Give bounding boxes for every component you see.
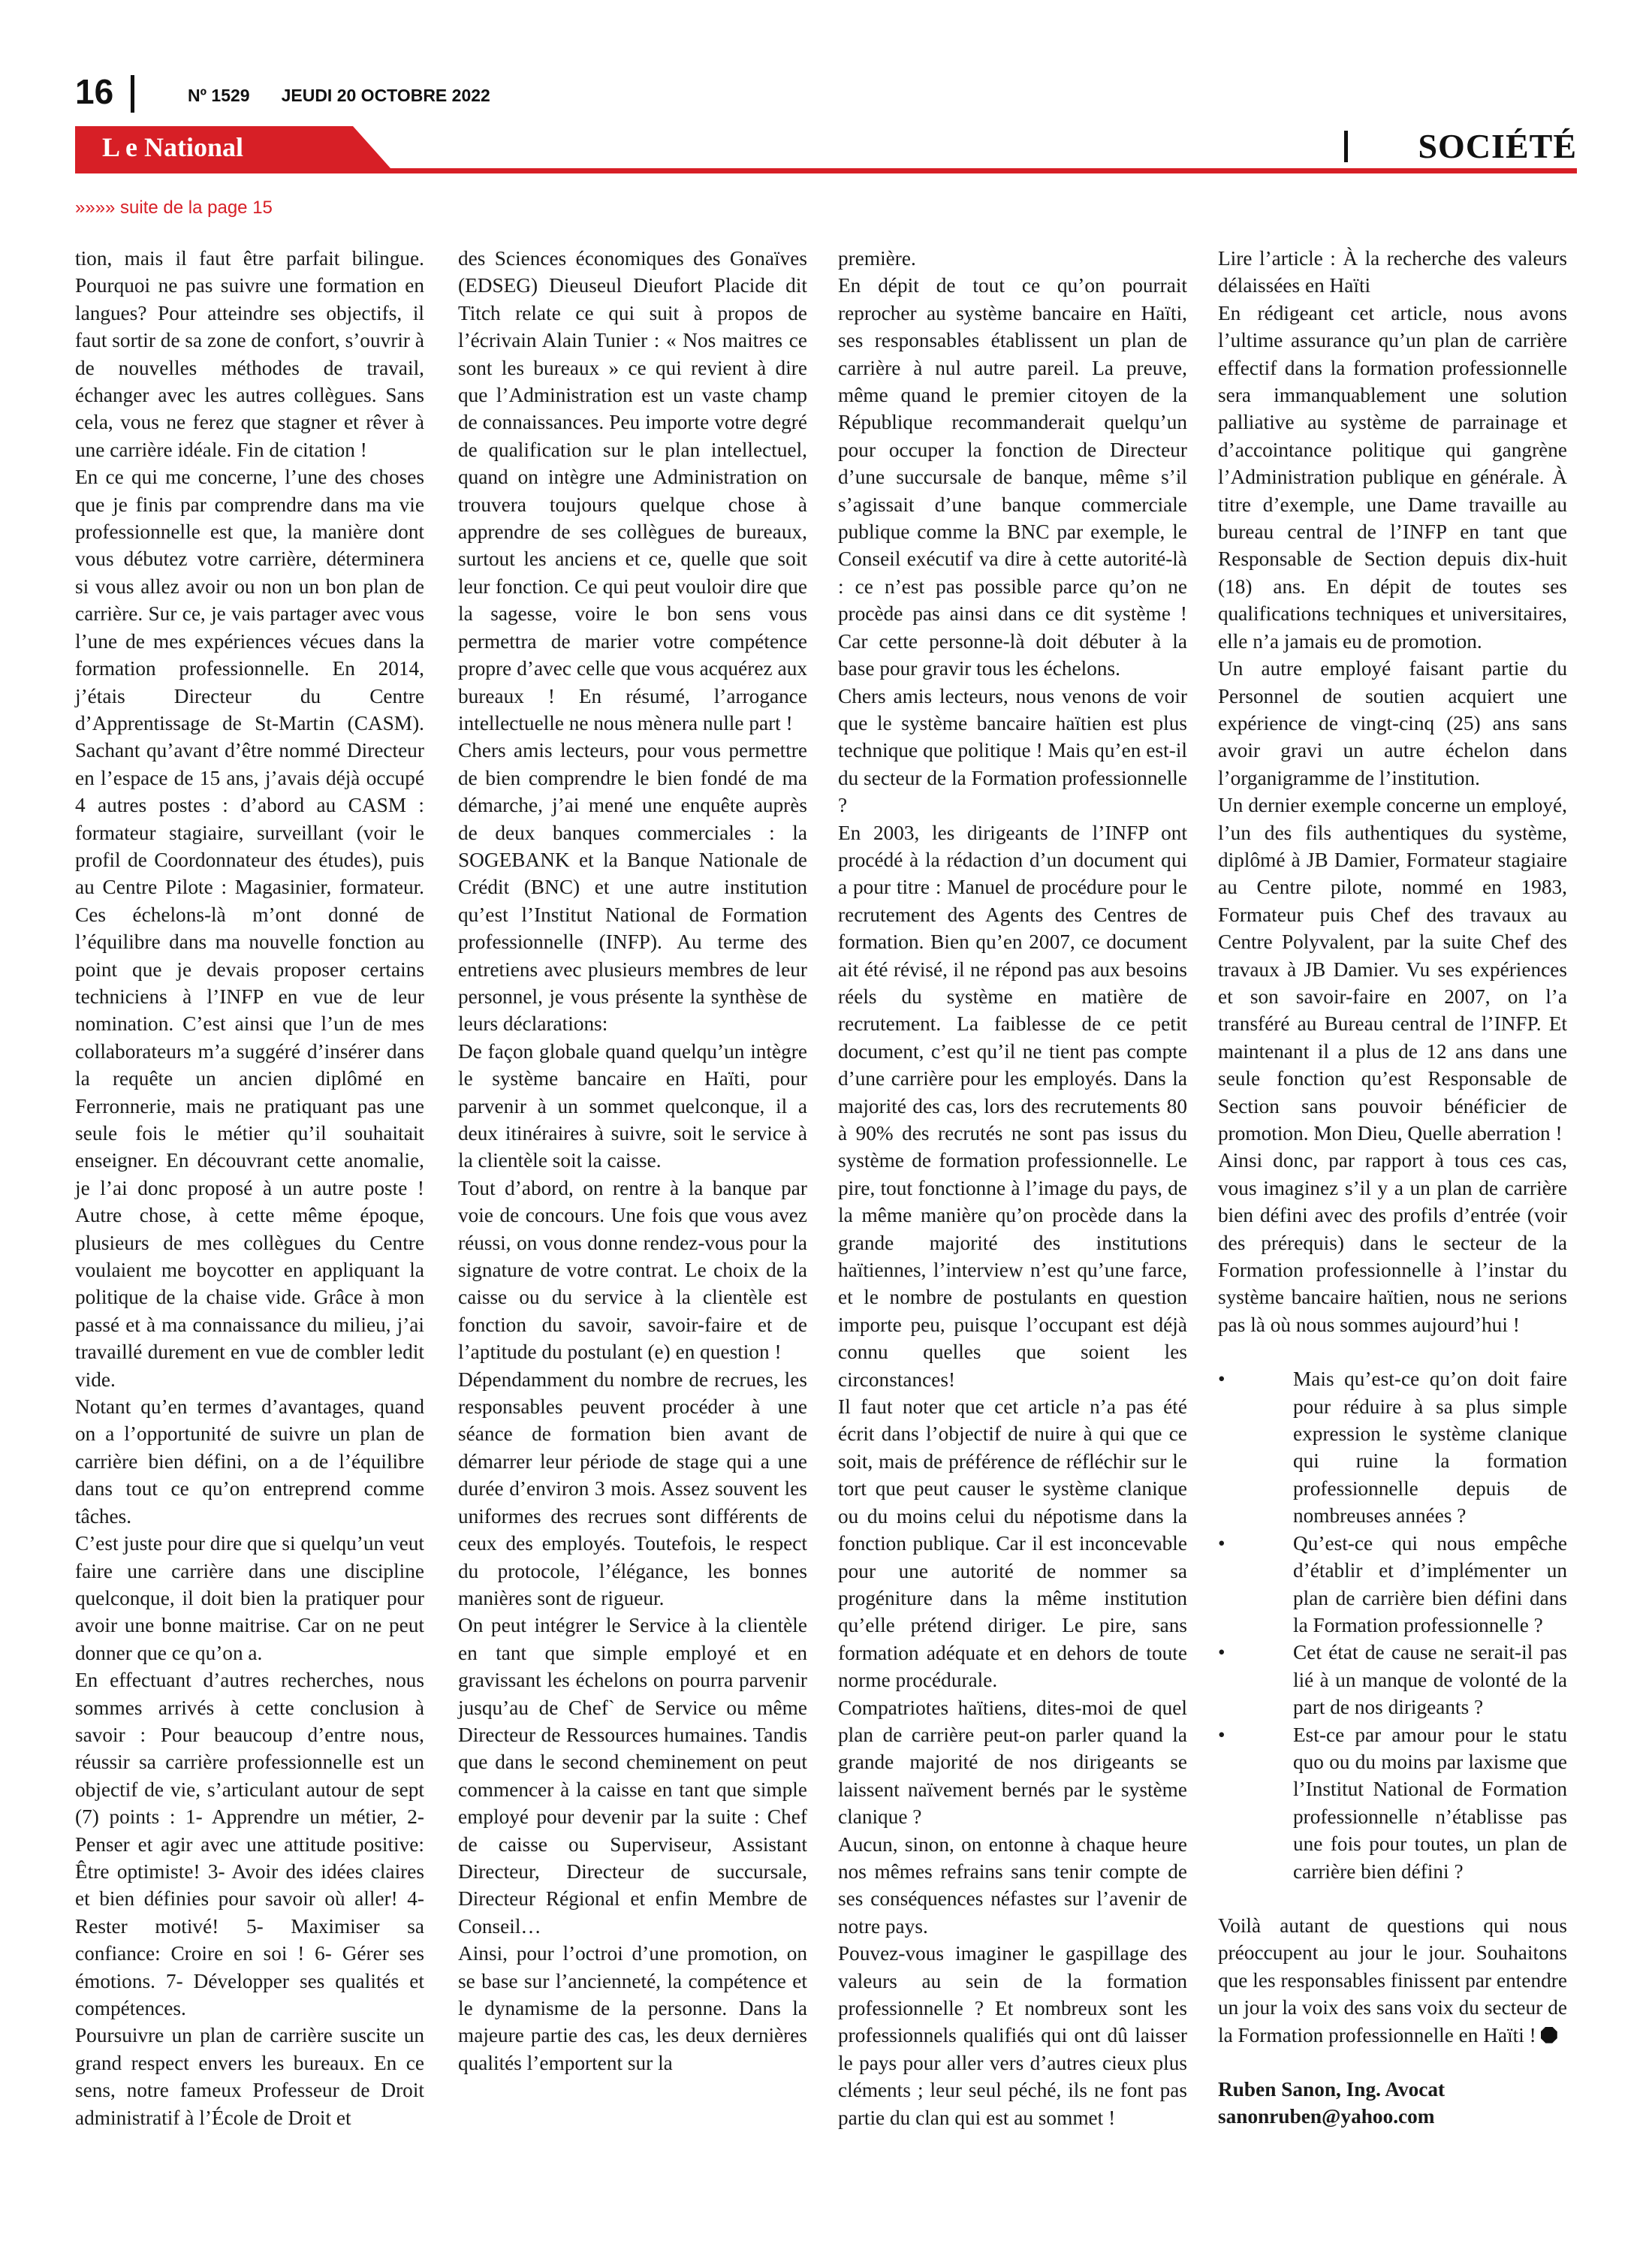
paragraph: En 2003, les dirigeants de l’INFP ont procédé à la rédaction d’un document qui a pour titre : Manuel de procédure pour le recrutement des Agents des Centres de formation. Bien qu’en 2007, ce document ait été révisé, il ne répond pas aux besoins réels du système en matière de recrutement. La faiblesse de ce petit document, c’est qu’il ne tient pas compte d’une carrière pour les employés. Dans la majorité des cas, lors des recrutements 80 à 90% des recrutés ne sont pas issus du système de formation professionnelle. Le pire, tout fonctionne à l’image du pays, de la même manière qu’on procède dans la grande majorité des institutions haïtiennes, l’interview n’est qu’une farce, et le nombre de postulants en question importe peu, puisque l’occupant est déjà connu quelles que soient les circonstances! <box>838 821 1187 1391</box>
paragraph: C’est juste pour dire que si quelqu’un veut faire une carrière dans une discipline quelconque, il doit bien la pratiquer pour avoir une bonne maitrise. Car on ne peut donner que ce qu’on a. <box>75 1532 424 1664</box>
bullet-icon: • <box>1218 1531 1225 1555</box>
question-text: Cet état de cause ne serait-il pas lié à un manque de volonté de la part de nos dirigeants ? <box>1293 1641 1567 1719</box>
page-number: 16 <box>75 72 114 111</box>
bullet-icon: • <box>1218 1368 1225 1391</box>
related-article-link[interactable]: Lire l’article : À la recherche des valeurs délaissées en Haïti <box>1218 247 1567 297</box>
paragraph: En dépit de tout ce qu’on pourrait reprocher au système bancaire en Haïti, ses responsables établissent un plan de carrière à nul autre pareil. La preuve, même quand le premier citoyen de la République recommanderait quelqu’un pour occuper la fonction de Directeur d’une succursale de banque, même s’il s’agissait d’une banque commerciale publique comme la BNC par exemple, le Conseil exécutif va dire à cette autorité-là : ce n’est pas possible parce qu’on ne procède pas ainsi dans ce dit système ! Car cette personne-là doit débuter à la base pour gravir tous les échelons. <box>838 274 1187 680</box>
paragraph: Il faut noter que cet article n’a pas été écrit dans l’objectif de nuire à qui que ce soit, mais de préférence de réfléchir sur le tort que peut causer le système clanique ou du moins celui du népotisme dans la fonction publique. Car il est inconcevable pour une autorité de nommer sa progéniture dans la même institution qu’elle prétend diriger. Le pire, sans formation adéquate et en dehors de toute norme procédurale. <box>838 1395 1187 1692</box>
article-column-3 <box>838 245 1187 2197</box>
paragraph: Ainsi, pour l’octroi d’une promotion, on se base sur l’ancienneté, la compétence et le dynamisme de la personne. Dans la majeure partie des cas, les deux dernières qualités l’emportent sur la <box>458 1942 807 2074</box>
paragraph: Tout d’abord, on rentre à la banque par voie de concours. Une fois que vous avez réussi, on vous donne rendez-vous pour la signature de votre contrat. Le choix de la caisse ou du service à la clientèle est fonction du savoir, savoir-faire et de l’aptitude du postulant (e) en question ! <box>458 1176 807 1364</box>
paragraph: De façon globale quand quelqu’un intègre le système bancaire en Haïti, pour parvenir à un sommet quelconque, il a deux itinéraires à suivre, soit le service à la clientèle soit la caisse. <box>458 1039 807 1172</box>
question-item <box>1218 1639 1567 1721</box>
page-header <box>75 71 826 116</box>
bullet-icon: • <box>1218 1723 1225 1746</box>
paragraph: Dépendamment du nombre de recrues, les responsables peuvent procéder à une séance de formation bien avant de démarrer leur période de stage qui a une durée d’environ 3 mois. Assez souvent les uniformes des recrues sont différents de ceux des employés. Toutefois, le respect du protocole, l’élégance, les bonnes manières sont de rigueur. <box>458 1368 807 1609</box>
article-column-2 <box>458 245 807 2197</box>
question-text: Est-ce par amour pour le statu quo ou du moins par laxisme que l’Institut National de Formation professionnelle n’établisse pas une fois pour toutes, un plan de carrière bien défini ? <box>1293 1723 1567 1883</box>
page-number-divider <box>131 75 134 113</box>
paragraph: des Sciences économiques des Gonaïves (EDSEG) Dieuseul Dieufort Placide dit Titch relate ce qui suit à propos de l’écrivain Alain Tunier : « Nos maitres ce sont les bureaux » ce qui revient à dire que l’Administration est un vaste champ de connaissances. Peu importe votre degré de qualification sur le plan intellectuel, quand on intègre une Administration on trouvera toujours quelque chose à apprendre de ses collègues de bureaux, surtout les anciens et ce, quelle que soit leur fonction. Ce qui peut vouloir dire que la sagesse, voire le bon sens vous permettra de marier votre compétence propre d’avec celle que vous acquérez aux bureaux ! En résumé, l’arrogance intellectuelle ne nous mènera nulle part ! <box>458 247 807 734</box>
paragraph: Chers amis lecteurs, nous venons de voir que le système bancaire haïtien est plus technique que politique ! Mais qu’en est-il du secteur de la Formation professionnelle ? <box>838 684 1187 817</box>
issue-number: Nº 1529 <box>188 86 250 105</box>
newspaper-name: L e National <box>102 132 244 162</box>
paragraph: Ainsi donc, par rapport à tous ces cas, vous imaginez s’il y a un plan de carrière bien défini avec des profils d’entrée (voir des prérequis) dans le secteur de la Formation professionnelle à l’instar du système bancaire haïtien, nous ne serions pas là où nous sommes aujourd’hui ! <box>1218 1149 1567 1336</box>
continued-from-label: »»»» suite de la page 15 <box>75 198 273 218</box>
question-item <box>1218 1365 1567 1529</box>
paragraph: Un autre employé faisant partie du Personnel de soutien acquiert une expérience de vingt-cinq (25) ans sans avoir gravi un autre échelon dans l’organigramme de l’institution. <box>1218 657 1567 789</box>
paragraph: Pouvez-vous imaginer le gaspillage des valeurs au sein de la formation professionnelle ? Et nombreux sont les professionnels qualifiés qui ont dû laisser le pays pour aller vers d’autres cieux plus cléments ; leur seul péché, ils ne font pas partie du clan qui est au sommet ! <box>838 1942 1187 2129</box>
spacer <box>1218 1885 1567 1912</box>
question-text: Mais qu’est-ce qu’on doit faire pour réduire à sa plus simple expression le système clanique qui ruine la formation professionnelle depuis de nombreuses années ? <box>1293 1368 1567 1528</box>
paragraph: Chers amis lecteurs, pour vous permettre de bien comprendre le bien fondé de ma démarche, j’ai mené une enquête auprès de deux banques commerciales : la SOGEBANK et la Banque Nationale de Crédit (BNC) et une autre institution qu’est l’Institut National de Formation professionnelle (INFP). Au terme des entretiens avec plusieurs membres de leur personnel, je vous présente la synthèse de leurs déclarations: <box>458 739 807 1036</box>
paragraph: Aucun, sinon, on entonne à chaque heure nos mêmes refrains sans tenir compte de ses conséquences néfastes sur l’avenir de notre pays. <box>838 1832 1187 1938</box>
question-text: Qu’est-ce qui nous empêche d’établir et d’implémenter un plan de carrière bien défini dans la Formation professionnelle ? <box>1293 1531 1567 1636</box>
closing-text: Voilà autant de questions qui nous préoccupent au jour le jour. Souhaitons que les responsables finissent par entendre un jour la voix des sans voix du secteur de la Formation professionnelle en Haïti ! <box>1218 1914 1567 2046</box>
paragraph: première. <box>838 247 916 270</box>
section-title: SOCIÉTÉ <box>1418 127 1577 165</box>
issue-date: JEUDI 20 OCTOBRE 2022 <box>281 86 490 105</box>
author-name: Ruben Sanon, Ing. Avocat <box>1218 2078 1446 2101</box>
question-item <box>1218 1530 1567 1639</box>
paragraph: On peut intégrer le Service à la clientèle en tant que simple employé et en gravissant les échelons on pourra parvenir jusqu’au de Chef` de Service ou même Directeur de Ressources humaines. Tandis que dans le second cheminement on peut commencer à la caisse en tant que simple employé pour devenir par la suite : Chef de caisse ou Superviseur, Assistant Directeur, Directeur de succursale, Directeur Régional et enfin Membre de Conseil… <box>458 1614 807 1938</box>
section-divider <box>1344 131 1348 162</box>
paragraph: tion, mais il faut être parfait bilingue. Pourquoi ne pas suivre une formation en langues? Pour atteindre ses objectifs, il faut sortir de sa zone de confort, s’ouvrir à de nouvelles méthodes de travail, échanger avec les autres collègues. Sans cela, vous ne ferez que stagner et rêver à une carrière idéale. Fin de citation ! <box>75 247 424 461</box>
spacer <box>1218 1338 1567 1365</box>
issue-info <box>188 84 522 107</box>
red-rule <box>75 168 1577 173</box>
article-column-4 <box>1218 245 1567 2197</box>
paragraph: En ce qui me concerne, l’une des choses que je finis par comprendre dans ma vie professionnelle est que, la manière dont vous débutez votre carrière, déterminera si vous allez avoir ou non un bon plan de carrière. Sur ce, je vais partager avec vous l’une de mes expériences vécues dans la formation professionnelle. En 2014, j’étais Directeur du Centre d’Apprentissage de St-Martin (CASM). Sachant qu’avant d’être nommé Directeur en l’espace de 15 ans, j’avais déjà occupé 4 autres postes : d’abord au CASM : formateur stagiaire, surveillant (voir le profil de Coordonnateur des études), puis au Centre Pilote : Magasinier, formateur. Ces échelons-là m’ont donné de l’équilibre dans ma nouvelle fonction au point que je devais proposer certains techniciens à l’INFP en vue de leur nomination. C’est ainsi que l’un de mes collaborateurs m’a suggéré d’insérer dans la requête un ancien diplômé en Ferronnerie, mais ne pratiquant pas une seule fois le métier qu’il souhaitait enseigner. En découvrant cette anomalie, je l’ai donc proposé à un autre poste ! Autre chose, à cette même époque, plusieurs de mes collègues du Centre voulaient me boycotter en appliquant la politique de la chaise vide. Grâce à mon passé et à ma connaissance du milieu, j’ai travaillé durement en vue de combler ledit vide. <box>75 466 424 1391</box>
paragraph: Notant qu’en termes d’avantages, quand on a l’opportunité de suivre un plan de carrière bien défini, on a de l’équilibre dans tout ce qu’on entreprend comme tâches. <box>75 1395 424 1528</box>
bullet-icon: • <box>1218 1641 1225 1664</box>
article-column-1 <box>75 245 424 2197</box>
closing-paragraph <box>1218 1912 1567 2049</box>
spacer <box>1218 2049 1567 2076</box>
author-email[interactable]: sanonruben@yahoo.com <box>1218 2105 1435 2128</box>
question-item <box>1218 1721 1567 1885</box>
end-of-article-icon <box>1541 2027 1557 2043</box>
paragraph: Compatriotes haïtiens, dites-moi de quel plan de carrière peut-on parler quand la grande majorité de nos dirigeants se laissent naïvement bernés par le système clanique ? <box>838 1696 1187 1829</box>
article-body <box>75 245 1577 2197</box>
paragraph: En effectuant d’autres recherches, nous sommes arrivés à cette conclusion à savoir : Pour beaucoup d’entre nous, réussir sa carrière professionnelle est un objectif de vie, s’articulant autour de sept (7) points : 1- Apprendre un métier, 2- Penser et agir avec une attitude positive: Être optimiste! 3- Avoir des idées claires et bien définies pour savoir où aller! 4- Rester motivé! 5- Maximiser sa confiance: Croire en soi ! 6- Gérer ses émotions. 7- Développer ses qualités et compétences. <box>75 1669 424 2019</box>
paragraph: Un dernier exemple concerne un employé, l’un des fils authentiques du système, diplômé à JB Damier, Formateur stagiaire au Centre pilote, nommé en 1983, Formateur puis Chef des travaux au Centre Polyvalent, par la suite Chef des travaux à JB Damier. Vu ses expériences et son savoir-faire en 2007, on l’a transféré au Bureau central de l’INFP. Et maintenant il a plus de 12 ans dans une seule fonction qu’est Responsable de Section sans pouvoir bénéficier de promotion. Mon Dieu, Quelle aberration ! <box>1218 794 1567 1145</box>
paragraph: Poursuivre un plan de carrière suscite un grand respect envers les bureaux. En ce sens, notre fameux Professeur de Droit administratif à l’École de Droit et <box>75 2024 424 2129</box>
masthead-band <box>75 126 1577 174</box>
paragraph: En rédigeant cet article, nous avons l’ultime assurance qu’un plan de carrière effectif dans la formation professionnelle sera immanquablement une solution palliative au système de parrainage et d’accointance politique qui gangrène l’Administration publique en générale. À titre d’exemple, une Dame travaille au bureau central de l’INFP en tant que Responsable de Section depuis dix-huit (18) ans. En dépit de toutes ses qualifications techniques et universitaires, elle n’a jamais eu de promotion. <box>1218 301 1567 653</box>
